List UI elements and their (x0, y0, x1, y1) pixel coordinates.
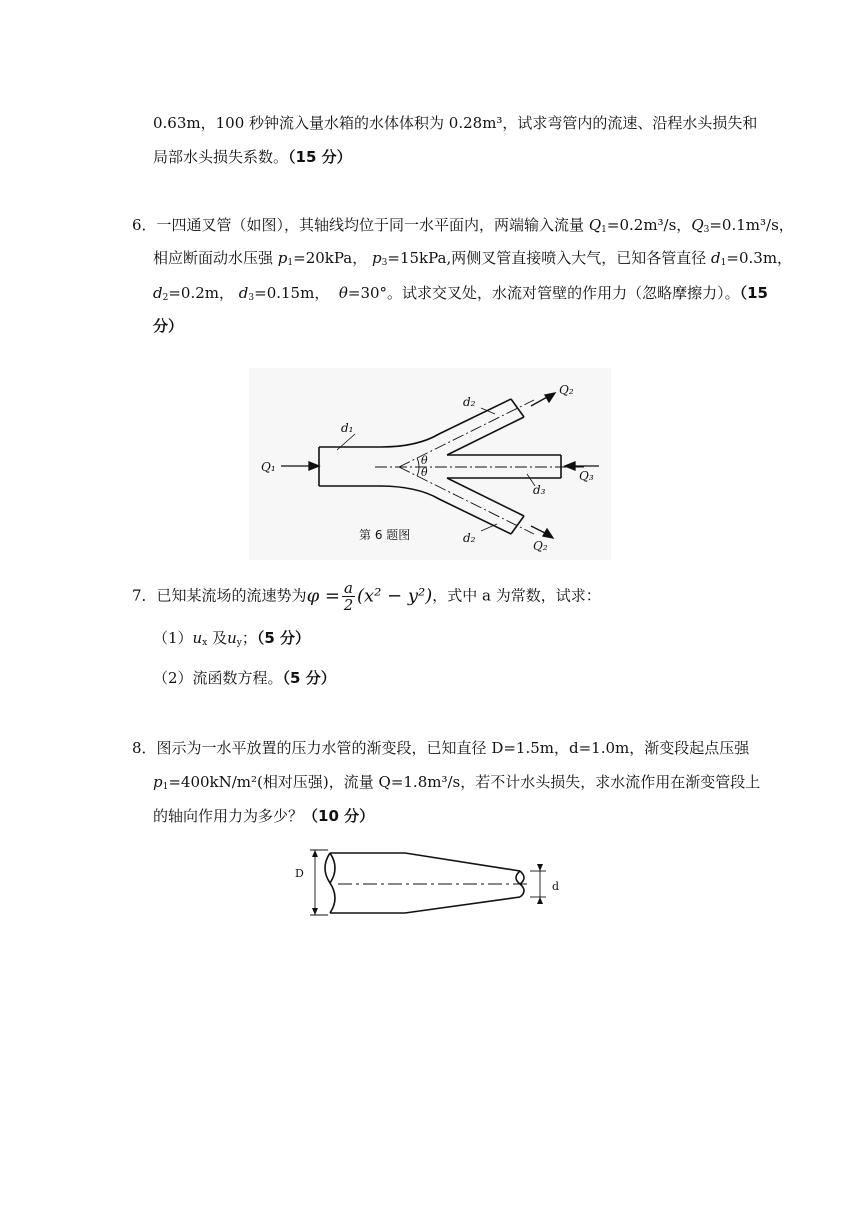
label-Q3: Q₃ (579, 469, 594, 483)
q7-sub-1: $(1)u_x$ 及$u_y$；（5 分） (153, 629, 311, 648)
label-D: D (295, 867, 304, 880)
label-d2-upper: d₂ (463, 395, 476, 409)
q6-number: 6． (132, 216, 157, 234)
q7-formula: φ = $\frac{a}{2}$ (x² − y²) (306, 579, 433, 614)
q7-sub-2: （2）流函数方程。（5 分） (153, 669, 336, 687)
q6-line-4: 分） (153, 317, 184, 335)
label-d1: d₁ (341, 421, 354, 435)
q6-line-3: $d_2=0.2m$， $d_3=0.15m$， θ=30°。试求交叉处，水流对管壁的作用力（忽略摩擦力）。（15 (153, 284, 768, 303)
label-Q2-lower: Q₂ (533, 539, 548, 553)
q7-line-1: 7．已知某流场的流速势为φ = $\frac{a}{2}$ (x² − y²)，式中 a 为常数，试求： (132, 579, 601, 614)
label-d3: d₃ (533, 483, 546, 497)
label-Q2-upper: Q₂ (559, 383, 574, 397)
q5-points: （15 分） (288, 148, 352, 166)
label-d: d (552, 880, 560, 893)
label-theta-lower: θ (421, 466, 428, 479)
q8-number: 8． (132, 739, 157, 757)
q6-figure-caption: 第 6 题图 (359, 528, 411, 542)
label-theta-upper: θ (421, 454, 428, 467)
q6-line-1: 6．一四通叉管（如图），其轴线均位于同一水平面内，两端输入流量 $Q_1=0.2m^3/s$，$Q_3=0.1m^3/s$， (132, 216, 794, 235)
q7-number: 7． (132, 586, 157, 605)
q8-line-2: $p_1=400kN/m^2$(相对压强)，流量 Q=1.8m³/s，若不计水头损失，求水流作用在渐变管段上 (153, 773, 761, 792)
q5-line-1: 0.63m，100 秒钟流入量水箱的水体体积为 0.28m³，试求弯管内的流速、沿程水头损失和 (153, 114, 758, 132)
q6-line-2: 相应断面动水压强 $p_1=20kPa$， $p_3=15kPa$,两侧叉管直接喷入大气，已知各管直径 $d_1=0.3m$， (153, 249, 793, 268)
label-Q1: Q₁ (261, 460, 276, 474)
q8-line-3: 的轴向作用力为多少？（10 分） (153, 807, 375, 825)
q6-figure (249, 368, 611, 560)
q8-line-1: 8．图示为一水平放置的压力水管的渐变段，已知直径 D=1.5m，d=1.0m，渐变段起点压强 (132, 739, 750, 757)
q8-figure (290, 845, 565, 920)
label-d2-lower: d₂ (463, 531, 476, 545)
q5-line-2: 局部水头损失系数。（15 分） (153, 148, 352, 166)
